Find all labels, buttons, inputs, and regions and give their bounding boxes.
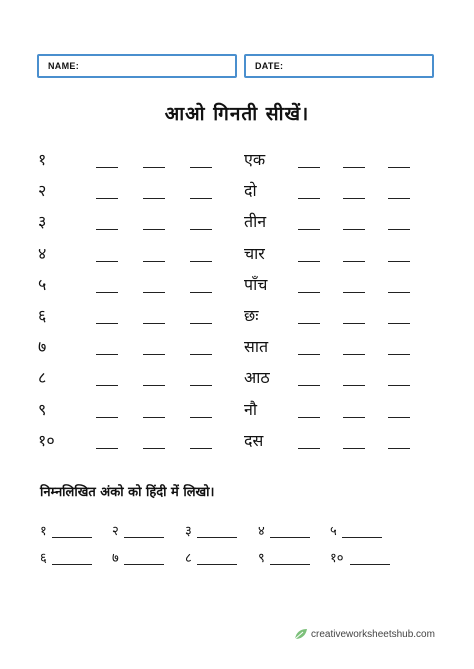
exercise-numeral: ४ xyxy=(258,524,265,539)
exercise-numeral: २ xyxy=(112,524,119,539)
answer-blank[interactable] xyxy=(298,229,320,230)
numeral: ६ xyxy=(38,306,47,325)
answer-blank[interactable] xyxy=(388,417,410,418)
answer-blank[interactable] xyxy=(298,323,320,324)
answer-blank[interactable] xyxy=(143,229,165,230)
date-label: DATE: xyxy=(255,61,284,71)
answer-blank[interactable] xyxy=(96,323,118,324)
exercise-blank[interactable] xyxy=(52,564,92,565)
answer-blank[interactable] xyxy=(343,261,365,262)
number-word: तीन xyxy=(244,212,267,232)
leaf-logo-icon xyxy=(294,628,308,640)
answer-blank[interactable] xyxy=(143,167,165,168)
exercise-blank[interactable] xyxy=(270,564,310,565)
answer-blank[interactable] xyxy=(190,448,212,449)
exercise-numeral: ५ xyxy=(330,524,337,539)
number-word: पाँच xyxy=(244,274,268,294)
counting-row xyxy=(0,149,474,173)
exercise-numeral: १ xyxy=(40,524,47,539)
answer-blank[interactable] xyxy=(298,417,320,418)
numeral: ७ xyxy=(38,337,47,357)
answer-blank[interactable] xyxy=(96,385,118,386)
exercise-blank[interactable] xyxy=(342,537,382,538)
answer-blank[interactable] xyxy=(388,167,410,168)
counting-row xyxy=(0,274,474,298)
counting-row xyxy=(0,305,474,329)
exercise-row xyxy=(0,550,474,570)
exercise-numeral: १० xyxy=(330,551,344,566)
numeral: ४ xyxy=(38,243,47,263)
counting-row xyxy=(0,336,474,360)
exercise-numeral: ३ xyxy=(185,524,192,539)
answer-blank[interactable] xyxy=(388,229,410,230)
answer-blank[interactable] xyxy=(388,354,410,355)
answer-blank[interactable] xyxy=(143,198,165,199)
answer-blank[interactable] xyxy=(96,229,118,230)
answer-blank[interactable] xyxy=(190,417,212,418)
answer-blank[interactable] xyxy=(388,385,410,386)
exercise-row xyxy=(0,523,474,543)
counting-row xyxy=(0,243,474,267)
exercise-blank[interactable] xyxy=(52,537,92,538)
answer-blank[interactable] xyxy=(190,198,212,199)
answer-blank[interactable] xyxy=(343,448,365,449)
numeral: ८ xyxy=(38,368,47,388)
exercise-numeral: ८ xyxy=(185,551,192,566)
numeral: १० xyxy=(38,430,55,450)
date-field[interactable] xyxy=(244,54,434,78)
numeral: ९ xyxy=(38,399,47,419)
numeral: १ xyxy=(38,150,47,169)
answer-blank[interactable] xyxy=(388,448,410,449)
name-field[interactable] xyxy=(37,54,237,78)
counting-row xyxy=(0,180,474,204)
answer-blank[interactable] xyxy=(298,385,320,386)
answer-blank[interactable] xyxy=(343,198,365,199)
answer-blank[interactable] xyxy=(96,417,118,418)
answer-blank[interactable] xyxy=(343,292,365,293)
answer-blank[interactable] xyxy=(143,261,165,262)
answer-blank[interactable] xyxy=(190,229,212,230)
answer-blank[interactable] xyxy=(343,385,365,386)
footer-brand xyxy=(294,628,435,640)
number-word: दो xyxy=(244,181,257,201)
answer-blank[interactable] xyxy=(96,198,118,199)
answer-blank[interactable] xyxy=(298,292,320,293)
counting-row xyxy=(0,399,474,423)
answer-blank[interactable] xyxy=(388,261,410,262)
answer-blank[interactable] xyxy=(298,354,320,355)
answer-blank[interactable] xyxy=(298,448,320,449)
answer-blank[interactable] xyxy=(343,229,365,230)
number-word: सात xyxy=(244,337,269,357)
exercise-blank[interactable] xyxy=(124,564,164,565)
answer-blank[interactable] xyxy=(96,448,118,449)
answer-blank[interactable] xyxy=(96,167,118,168)
answer-blank[interactable] xyxy=(298,198,320,199)
numeral: ३ xyxy=(38,212,47,232)
answer-blank[interactable] xyxy=(96,261,118,262)
answer-blank[interactable] xyxy=(96,292,118,293)
exercise-title: निम्नलिखित अंको को हिंदी में लिखो। xyxy=(40,485,215,500)
answer-blank[interactable] xyxy=(388,292,410,293)
answer-blank[interactable] xyxy=(298,167,320,168)
answer-blank[interactable] xyxy=(143,354,165,355)
answer-blank[interactable] xyxy=(388,323,410,324)
number-word: दस xyxy=(244,430,264,450)
answer-blank[interactable] xyxy=(343,167,365,168)
answer-blank[interactable] xyxy=(143,448,165,449)
exercise-numeral: ९ xyxy=(258,551,265,566)
exercise-blank[interactable] xyxy=(197,537,237,538)
counting-row xyxy=(0,367,474,391)
exercise-numeral: ६ xyxy=(40,551,47,566)
exercise-numeral: ७ xyxy=(112,551,119,566)
answer-blank[interactable] xyxy=(343,417,365,418)
answer-blank[interactable] xyxy=(298,261,320,262)
number-word: चार xyxy=(244,243,265,263)
number-word: छः xyxy=(244,306,259,325)
answer-blank[interactable] xyxy=(143,385,165,386)
name-label: NAME: xyxy=(48,61,79,71)
exercise-blank[interactable] xyxy=(270,537,310,538)
answer-blank[interactable] xyxy=(190,167,212,168)
answer-blank[interactable] xyxy=(190,261,212,262)
numeral: २ xyxy=(38,181,47,201)
counting-row xyxy=(0,430,474,454)
counting-row xyxy=(0,211,474,235)
exercise-blank[interactable] xyxy=(124,537,164,538)
answer-blank[interactable] xyxy=(190,385,212,386)
answer-blank[interactable] xyxy=(190,323,212,324)
answer-blank[interactable] xyxy=(143,417,165,418)
number-word: एक xyxy=(244,150,266,169)
answer-blank[interactable] xyxy=(96,354,118,355)
footer-site: creativeworksheetshub.com xyxy=(311,628,435,640)
answer-blank[interactable] xyxy=(388,198,410,199)
worksheet-title: आओ गिनती सीखें। xyxy=(164,103,310,125)
answer-blank[interactable] xyxy=(190,292,212,293)
number-word: नौ xyxy=(244,399,258,419)
answer-blank[interactable] xyxy=(190,354,212,355)
answer-blank[interactable] xyxy=(343,323,365,324)
exercise-blank[interactable] xyxy=(350,564,390,565)
answer-blank[interactable] xyxy=(143,323,165,324)
answer-blank[interactable] xyxy=(143,292,165,293)
exercise-blank[interactable] xyxy=(197,564,237,565)
answer-blank[interactable] xyxy=(343,354,365,355)
number-word: आठ xyxy=(244,368,270,388)
numeral: ५ xyxy=(38,274,47,294)
